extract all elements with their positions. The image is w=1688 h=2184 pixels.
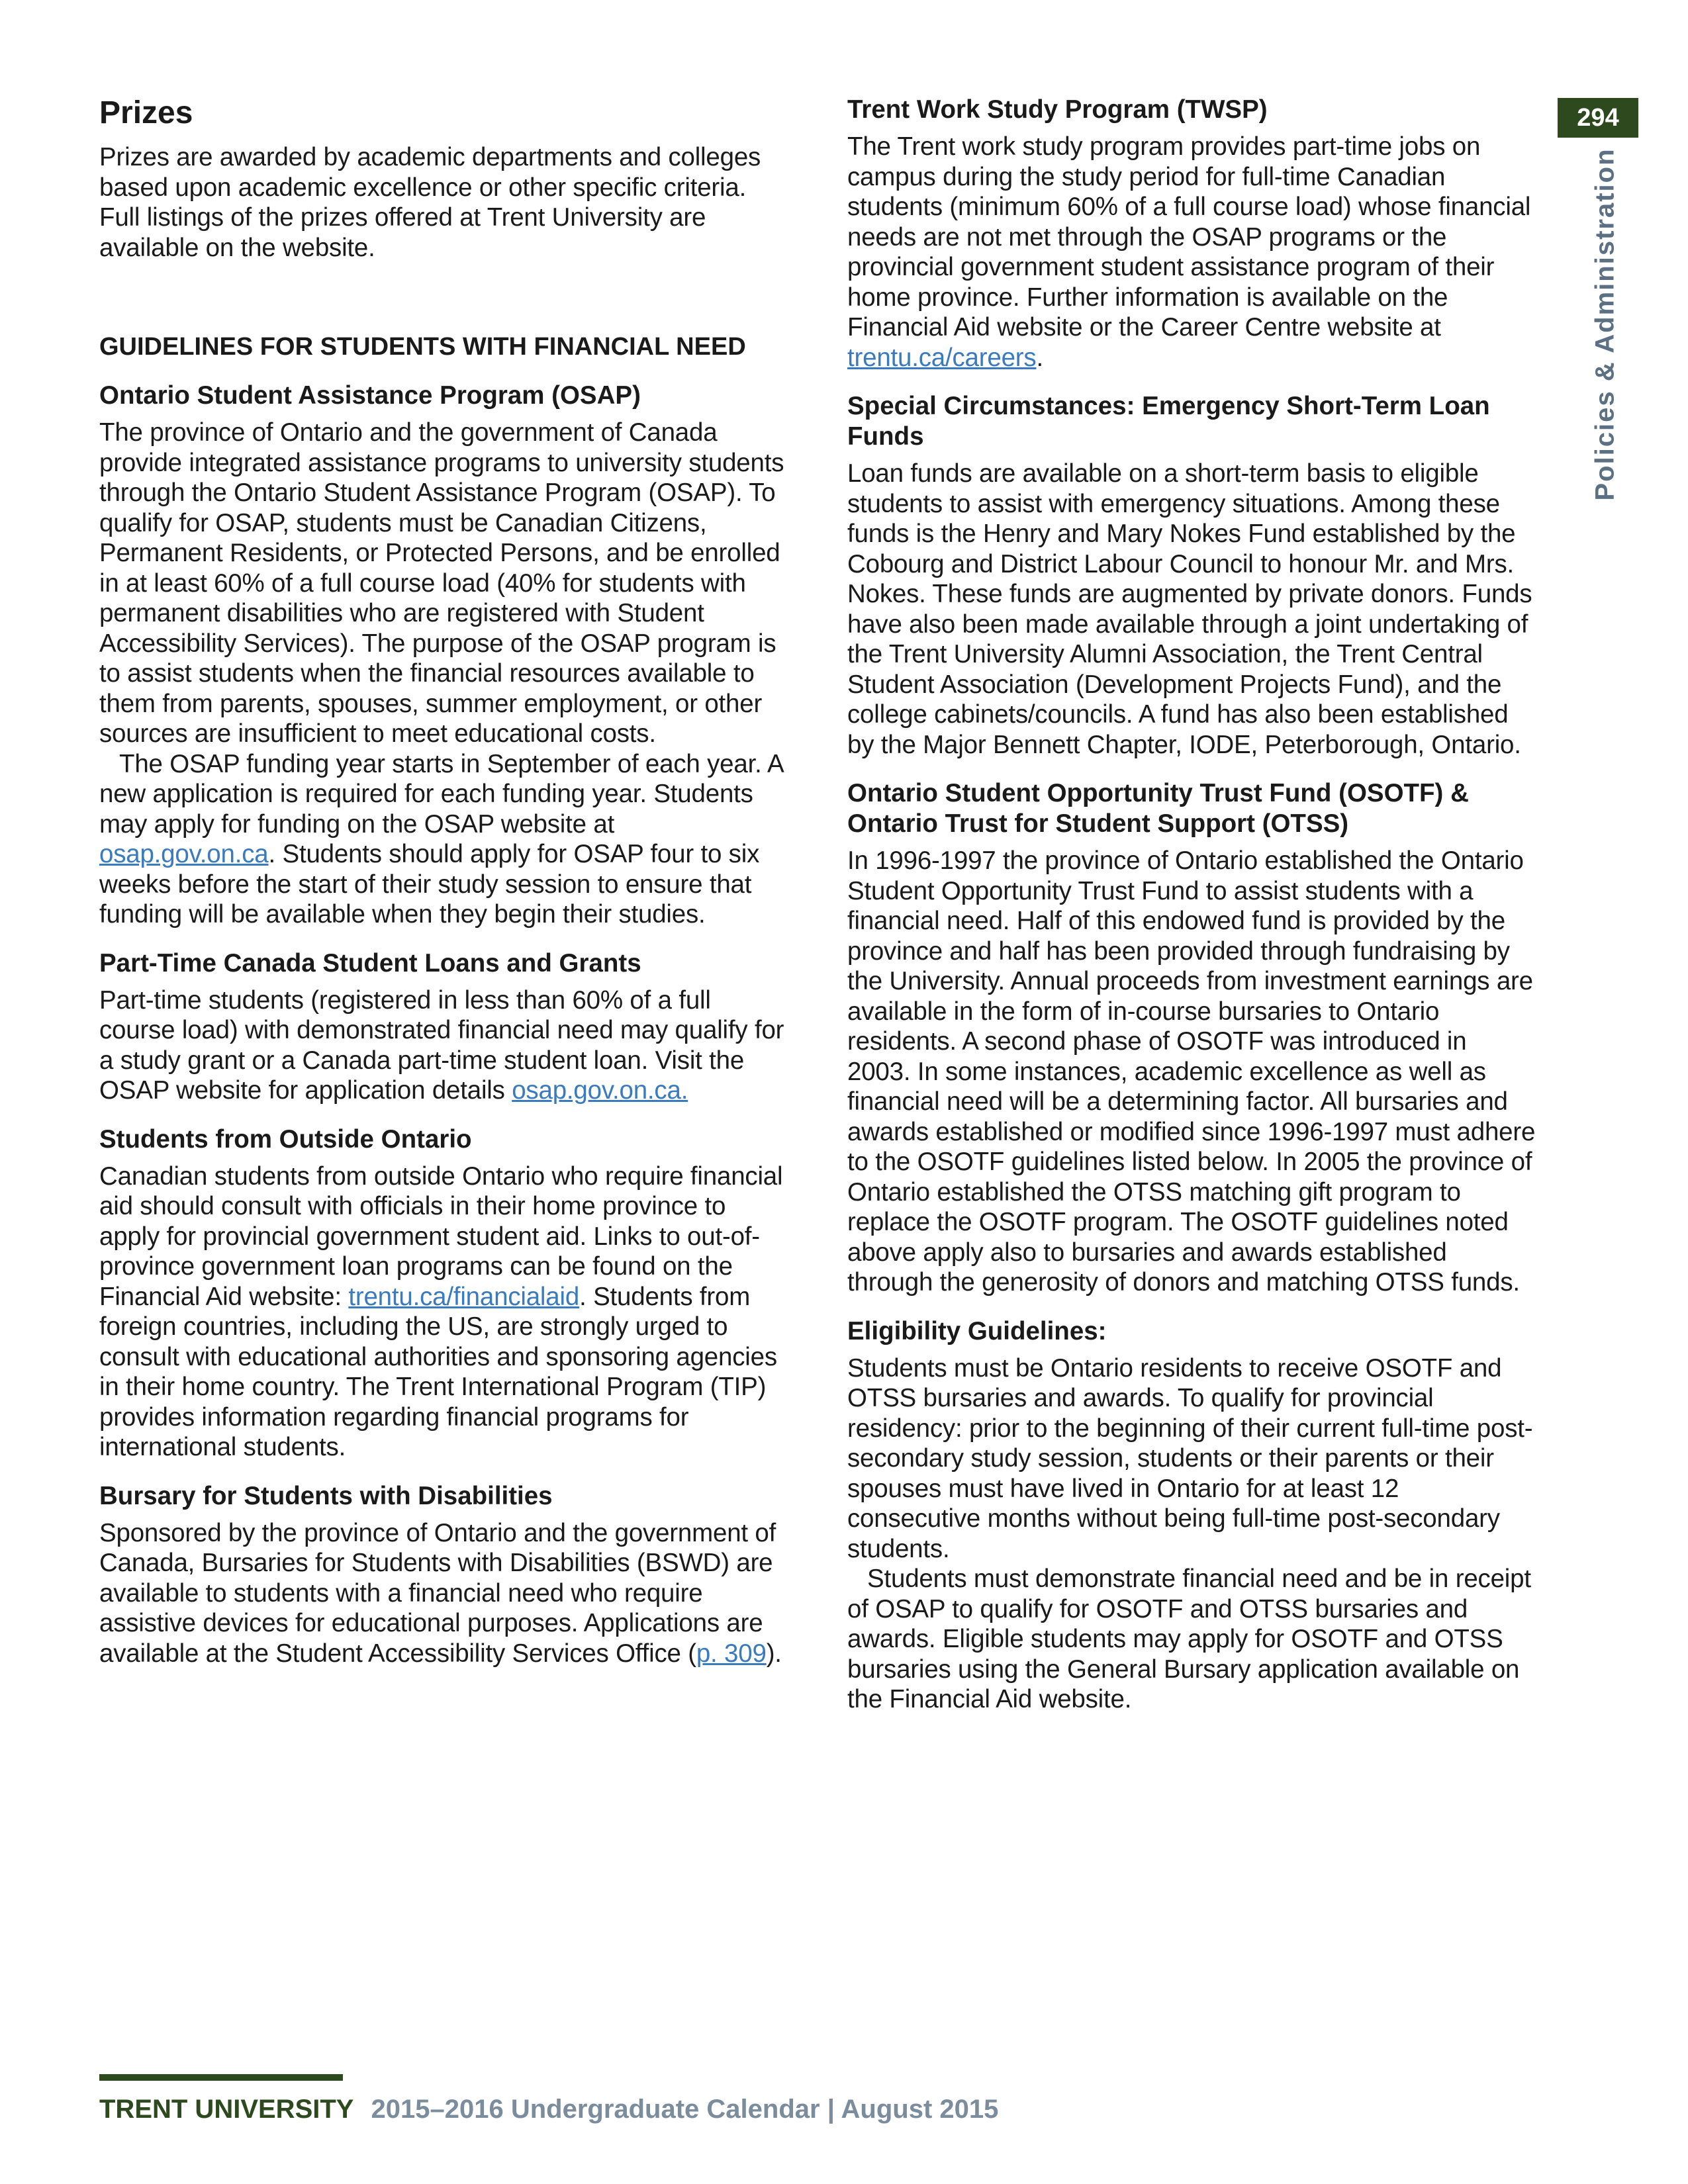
prizes-heading: Prizes [99, 95, 193, 130]
twsp-text-b: . [1036, 343, 1043, 372]
right-column [847, 89, 1536, 1715]
footer-university: TRENT UNIVERSITY [99, 2095, 354, 2124]
osap-funding-text-b: . Students should apply for OSAP four to six weeks before the start of their study session to ensure that funding will be available when they begin their studies. [99, 840, 760, 929]
bursary-text-a: Sponsored by the province of Ontario and the government of Canada, Bursaries for Students with Disabilities (BSWD) are available to students with a financial need who require assistive devices for educational purposes. Applications are available at the Student Accessibility Services Office ( [99, 1518, 776, 1668]
footer-calendar: 2015–2016 Undergraduate Calendar | August 2015 [371, 2095, 999, 2124]
parttime-paragraph [99, 985, 788, 1106]
eligibility-paragraph-1: Students must be Ontario residents to receive OSOTF and OTSS bursaries and awards. To qualify for provincial residency: prior to the beginning of their current full-time post-secondary study session, students or their parents or their spouses must have lived in Ontario for at least 12 consecutive months without being full-time post-secondary students. [847, 1353, 1533, 1563]
section-side-label: Policies & Administration [1590, 148, 1620, 501]
eligibility-heading: Eligibility Guidelines: [847, 1316, 1107, 1345]
twsp-paragraph [847, 132, 1536, 373]
guidelines-heading: GUIDELINES FOR STUDENTS WITH FINANCIAL NEED [99, 333, 746, 361]
outside-text-b: . Students from foreign countries, including the US, are strongly urged to consult with educational authorities and sponsoring agencies in their home country. The Trent International Program (TIP) provides information regarding financial programs for international students. [99, 1282, 777, 1461]
osap-heading: Ontario Student Assistance Program (OSAP) [99, 381, 641, 410]
footer [99, 2095, 998, 2124]
osotf-paragraph: In 1996-1997 the province of Ontario established the Ontario Student Opportunity Trust Fund to assist students with a financial need. Half of this endowed fund is provided by the province and half has been provided through fundraising by the University. Annual proceeds from investment earnings are available in the form of in-course bursaries to Ontario residents. A second phase of OSOTF was introduced in 2003. In some instances, academic excellence as well as financial need will be a determining factor. All bursaries and awards established or modified since 1996-1997 must adhere to the OSOTF guidelines listed below. In 2005 the province of Ontario established the OTSS matching gift program to replace the OSOTF program. The OSOTF guidelines noted above apply also to bursaries and awards established through the generosity of donors and matching OTSS funds. [847, 846, 1536, 1297]
osap-paragraph: The province of Ontario and the government of Canada provide integrated assistance programs to university students through the Ontario Student Assistance Program (OSAP). To qualify for OSAP, students must be Canadian Citizens, Permanent Residents, or Protected Persons, and be enrolled in at least 60% of a full course load (40% for students with permanent disabilities who are registered with Student Accessibility Services). The purpose of the OSAP program is to assist students when the financial resources available to them from parents, spouses, summer employment, or other sources are insufficient to meet educational costs. [99, 418, 784, 748]
parttime-text: Part-time students (registered in less than 60% of a full course load) with demonstrated financial need may qualify for a study grant or a Canada part-time student loan. Visit the OSAP website for application details [99, 985, 784, 1105]
twsp-text-a: The Trent work study program provides part-time jobs on campus during the study period for full-time Canadian students (minimum 60% of a full course load) whose financial needs are not met through the OSAP programs or the provincial government student assistance program of their home province. Further information is available on the Financial Aid website or the Career Centre website at [847, 132, 1531, 341]
left-column [99, 89, 788, 1668]
careers-link[interactable]: trentu.ca/careers [847, 343, 1037, 372]
eligibility-paragraph-2: Students must demonstrate financial need and be in receipt of OSAP to qualify for OSOTF and OTSS bursaries and awards. Eligible students may apply for OSOTF and OTSS bursaries using the General Bursary application available on the Financial Aid website. [847, 1565, 1531, 1713]
bursary-text-b: ). [766, 1639, 782, 1668]
special-circumstances-heading: Special Circumstances: Emergency Short-Term Loan Funds [847, 392, 1490, 451]
special-circumstances-paragraph: Loan funds are available on a short-term basis to eligible students to assist with emergency situations. Among these funds is the Henry and Mary Nokes Fund established by the Cobourg and District Labour Council to honour Mr. and Mrs. Nokes. These funds are augmented by private donors. Funds have also been made available through a joint undertaking of the Trent University Alumni Association, the Trent Central Student Association (Development Projects Fund), and the college cabinets/councils. A fund has also been established by the Major Bennett Chapter, IODE, Peterborough, Ontario. [847, 459, 1532, 759]
parttime-osap-link[interactable]: osap.gov.on.ca. [512, 1076, 688, 1105]
prizes-paragraph: Prizes are awarded by academic departments and colleges based upon academic excellence or other specific criteria. Full listings of the prizes offered at Trent University are available on the website. [99, 143, 761, 262]
outside-ontario-paragraph [99, 1161, 788, 1463]
page-309-link[interactable]: p. 309 [696, 1639, 767, 1668]
osap-funding-text-a: The OSAP funding year starts in September of each year. A new application is required for each funding year. Students may apply for funding on the OSAP website at [99, 749, 783, 839]
osotf-heading: Ontario Student Opportunity Trust Fund (OSOTF) & Ontario Trust for Student Support (OTSS) [847, 779, 1469, 838]
parttime-heading: Part-Time Canada Student Loans and Grants [99, 948, 641, 978]
footer-rule [99, 2074, 343, 2081]
page-number-badge: 294 [1558, 98, 1638, 138]
osap-link[interactable]: osap.gov.on.ca [99, 840, 269, 868]
outside-text-a: Canadian students from outside Ontario who require financial aid should consult with officials in their home province to apply for provincial government student aid. Links to out-of-province government loan programs can be found on the Financial Aid website: [99, 1161, 783, 1311]
twsp-heading: Trent Work Study Program (TWSP) [847, 95, 1268, 124]
osap-funding-paragraph [99, 749, 788, 930]
bursary-heading: Bursary for Students with Disabilities [99, 1481, 553, 1510]
financialaid-link[interactable]: trentu.ca/financialaid [348, 1282, 580, 1311]
bursary-paragraph [99, 1518, 788, 1669]
outside-ontario-heading: Students from Outside Ontario [99, 1124, 472, 1154]
